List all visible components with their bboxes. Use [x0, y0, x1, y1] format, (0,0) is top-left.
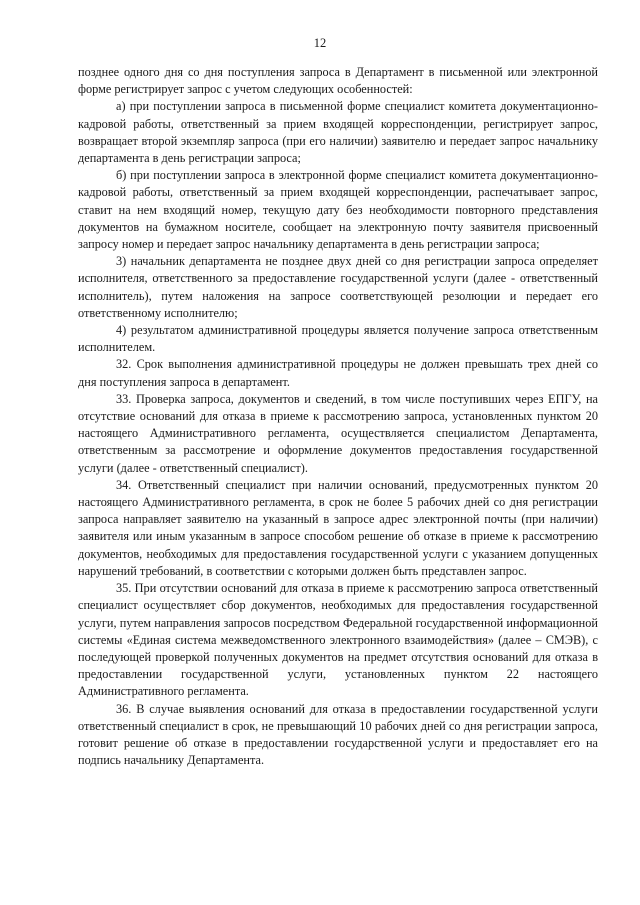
paragraph-33: 33. Проверка запроса, документов и сведений, в том числе поступивших через ЕПГУ, на отсутствие оснований для отказа в приеме к рассмотрению запроса, установленных пунктом 20 настоящего Административного регламента, осуществляется специалистом Департамента, ответственным за рассмотрение и оформление документов предоставления государственной услуги (далее - ответственный специалист). — [78, 391, 598, 475]
paragraph-item-4: 4) результатом административной процедуры является получение запроса ответственным исполнителем. — [78, 323, 598, 355]
paragraph-32: 32. Срок выполнения административной процедуры не должен превышать трех дней со дня поступления запроса в департамент. — [78, 357, 598, 389]
paragraph-34: 34. Ответственный специалист при наличии оснований, предусмотренных пунктом 20 настоящего Административного регламента, в срок не более 5 рабочих дней со дня регистрации запроса направляет заявителю на указанный в запросе адрес электронной почты (при наличии) заявителя или иным указанным в запросе способом решение об отказе в приеме к рассмотрению документов, необходимых для предоставления государственной услуги с указанием допущенных нарушений требований, в соответствии с которыми должен быть представлен запрос. — [78, 477, 598, 578]
paragraph-item-3: 3) начальник департамента не позднее двух дней со дня регистрации запроса определяет исполнителя, ответственного за предоставление государственной услуги (далее - ответственный исполнитель), путем наложения на запросе соответствующей резолюции и передает его ответственному исполнителю; — [78, 254, 598, 320]
document-body — [78, 64, 598, 769]
paragraph-subitem-b: б) при поступлении запроса в электронной форме специалист комитета документационно-кадровой работы, ответственный за прием входящей корреспонденции, распечатывает запрос, ставит на нем входящий номер, текущую дату без необходимости повторного представления документов на бумажном носителе, сообщает на электронную почту заявителя присвоенный запросу номер и передает запрос начальнику департамента в день регистрации запроса; — [78, 168, 598, 252]
paragraph-subitem-a: а) при поступлении запроса в письменной форме специалист комитета документационно-кадровой работы, ответственный за прием входящей корреспонденции, регистрирует запрос, возвращает второй экземпляр запроса (при его наличии) заявителю и передает запрос начальнику департамента в день регистрации запроса; — [78, 99, 598, 166]
page-number: 12 — [313, 36, 327, 50]
paragraph-36: 36. В случае выявления оснований для отказа в предоставлении государственной услуги ответственный специалист в срок, не превышающий 10 рабочих дней со дня регистрации запроса, готовит решение об отказе в предоставлении государственной услуги и предоставляет его на подпись начальнику Департамента. — [78, 701, 598, 768]
paragraph-35: 35. При отсутствии оснований для отказа в приеме к рассмотрению запроса ответственный специалист осуществляет сбор документов, необходимых для предоставления государственной услуги, путем направления запросов посредством Федеральной государственной информационной системы «Единая система межведомственного электронного взаимодействия» (далее – СМЭВ), с последующей проверкой полученных документов на предмет отсутствия оснований для отказа в предоставлении государственной услуги, установленных пунктом 22 настоящего Административного регламента. — [78, 581, 598, 699]
paragraph-continuation: позднее одного дня со дня поступления запроса в Департамент в письменной или электронной форме регистрирует запрос с учетом следующих особенностей: — [78, 65, 598, 97]
